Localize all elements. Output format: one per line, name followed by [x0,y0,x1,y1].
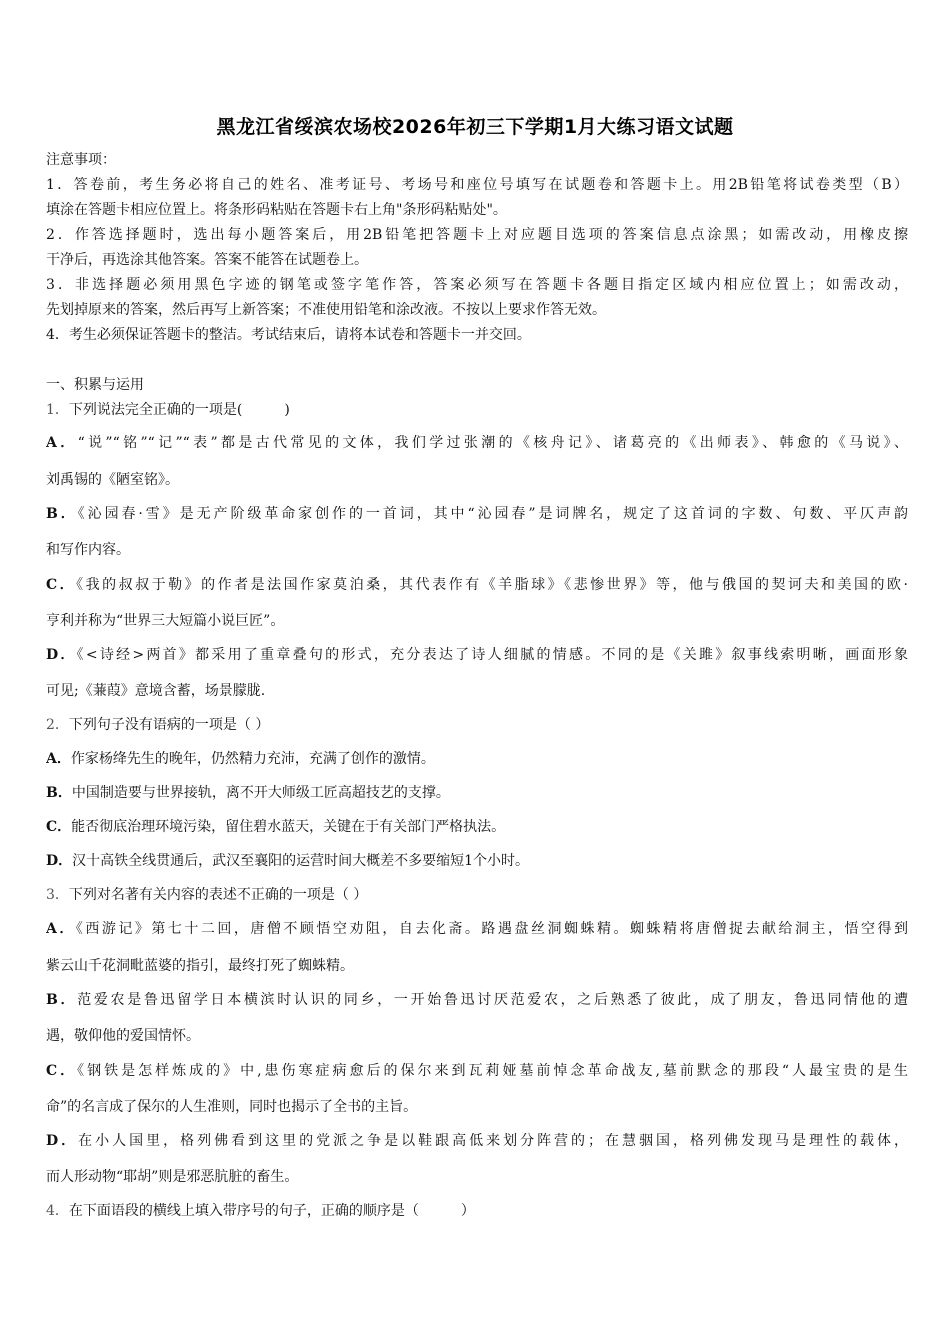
option-label: B． [46,992,78,1008]
notice-line: 3．非选择题必须用黑色字迹的钢笔或签字笔作答，答案必须写在答题卡各题目指定区域内相应位置上；如需改动， [46,277,908,293]
notice-line: 1．答卷前，考生务必将自己的姓名、准考证号、考场号和座位号填写在试题卷和答题卡上。用2B铅笔将试卷类型（B） [46,177,908,193]
option-text: 《我的叔叔于勒》的作者是法国作家莫泊桑，其代表作有《羊脂球》《悲惨世界》等，他与俄国的契诃夫和美国的欧· [76,577,908,593]
option-d-cont: 可见;《蒹葭》意境含蓄，场景朦胧. [46,683,266,699]
option-text: 汉十高铁全线贯通后，武汉至襄阳的运营时间大概差不多要缩短1个小时。 [72,853,530,869]
page-title: 黑龙江省绥滨农场校2026年初三下学期1月大练习语文试题 [216,116,734,138]
option-a [46,919,908,939]
option-d [46,645,908,665]
option-a-cont: 刘禹锡的《陋室铭》。 [46,472,179,488]
question-stem: 下列说法完全正确的一项是( ) [68,402,290,418]
question-number: 2． [46,717,69,733]
option-label: C． [46,819,72,835]
option-b [46,783,908,803]
option-label: A． [46,751,71,767]
option-text: 《钢铁是怎样炼成的》中,患伤寒症病愈后的保尔来到瓦莉娅墓前悼念革命战友,墓前默念的那段“人最宝贵的是生 [77,1063,908,1079]
option-label: A． [46,921,76,937]
option-d [46,851,908,871]
option-a [46,749,908,769]
question-4 [46,1201,908,1221]
option-b [46,990,908,1010]
option-b [46,504,908,524]
option-label: C． [46,577,77,593]
option-b-cont: 和写作内容。 [46,542,130,558]
option-d-cont: 而人形动物“耶胡”则是邪恶肮脏的畜生。 [46,1169,299,1185]
notice-line: 先划掉原来的答案，然后再写上新答案；不准使用铅笔和涂改液。不按以上要求作答无效。 [46,302,606,318]
option-d [46,1131,908,1151]
question-number: 3． [46,887,69,903]
option-label: A． [46,435,78,451]
option-text: 《西游记》第七十二回，唐僧不顾悟空劝阻，自去化斋。路遇盘丝洞蜘蛛精。蜘蛛精将唐僧捉去献给洞主，悟空得到 [75,921,908,937]
option-b-cont: 遇，敬仰他的爱国情怀。 [46,1028,200,1044]
notice-line: 2．作答选择题时，选出每小题答案后，用2B铅笔把答题卡上对应题目选项的答案信息点涂黑；如需改动，用橡皮擦 [46,227,908,243]
option-label: D． [46,647,77,663]
option-label: C． [46,1063,78,1079]
notice-line: 4．考生必须保证答题卡的整洁。考试结束后，请将本试卷和答题卡一并交回。 [46,327,531,343]
option-text: 范爱农是鲁迅留学日本横滨时认识的同乡，一开始鲁迅讨厌范爱农，之后熟悉了彼此，成了朋友，鲁迅同情他的遭 [77,992,908,1008]
question-3 [46,885,908,905]
option-c [46,575,908,595]
option-label: D． [46,853,73,869]
option-text: 中国制造要与世界接轨，离不开大师级工匠高超技艺的支撑。 [71,785,450,801]
option-a-cont: 紫云山千花洞毗蓝婆的指引，最终打死了蜘蛛精。 [46,958,354,974]
option-text: 作家杨绛先生的晚年，仍然精力充沛，充满了创作的激情。 [70,751,435,767]
question-1 [46,400,908,420]
option-text: 能否彻底治理环境污染，留住碧水蓝天，关键在于有关部门严格执法。 [71,819,506,835]
option-text: 《沁园春·雪》是无产阶级革命家创作的一首词，其中“沁园春”是词牌名，规定了这首词的字数、句数、平仄声韵 [77,506,908,522]
question-2 [46,715,908,735]
option-text: 在小人国里，格列佛看到这里的党派之争是以鞋跟高低来划分阵营的；在慧骃国，格列佛发现马是理性的载体， [78,1133,908,1149]
option-text: 《<诗经>两首》都采用了重章叠句的形式，充分表达了诗人细腻的情感。不同的是《关雎》叙事线索明晰，画面形象 [76,647,908,663]
option-text: “说”“铭”“记”“表”都是古代常见的文体，我们学过张潮的《核舟记》、诸葛亮的《出师表》、韩愈的《马说》、 [77,435,908,451]
question-stem: 在下面语段的横线上填入带序号的句子，正确的顺序是（ ） [68,1203,475,1219]
option-c-cont: 亨利并称为“世界三大短篇小说巨匠”。 [46,613,285,629]
option-c-cont: 命”的名言成了保尔的人生准则，同时也揭示了全书的主旨。 [46,1099,418,1115]
option-c [46,1061,908,1081]
question-stem: 下列对名著有关内容的表述不正确的一项是（ ） [68,887,368,903]
notice-line: 填涂在答题卡相应位置上。将条形码粘贴在答题卡右上角"条形码粘贴处"。 [46,202,507,218]
notice-line: 干净后，再选涂其他答案。答案不能答在试题卷上。 [46,252,368,268]
option-label: D． [46,1133,79,1149]
question-number: 4． [46,1203,69,1219]
option-a [46,433,908,453]
section-heading: 一、积累与运用 [46,377,144,393]
notice-heading: 注意事项： [46,152,116,168]
option-label: B． [46,506,78,522]
question-stem: 下列句子没有语病的一项是（ ） [68,717,270,733]
option-label: B． [46,785,72,801]
question-number: 1． [46,402,69,418]
option-c [46,817,908,837]
